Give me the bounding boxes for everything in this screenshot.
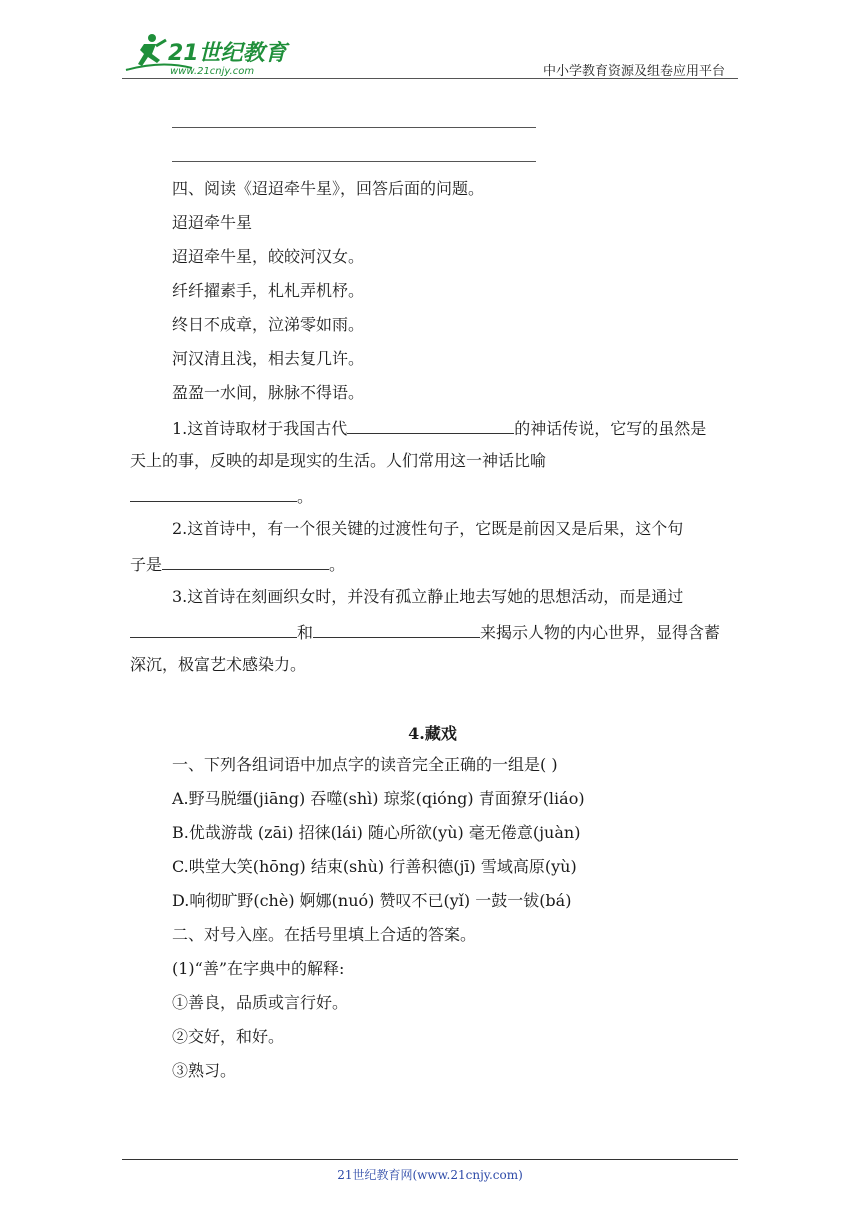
- q1-text-a: 1.这首诗取材于我国古代: [172, 419, 348, 438]
- q1-line3: [130, 485, 313, 507]
- q3-tail: 来揭示人物的内心世界，显得含蓄: [480, 623, 721, 642]
- option-a[interactable]: A.野马脱缰(jiāng) 吞噬(shì) 琼浆(qióng) 青面獠牙(liáo): [172, 789, 585, 808]
- question-2: 2.这首诗中，有一个很关键的过渡性句子，它既是前因又是后果，这个句: [172, 519, 684, 538]
- fill-blank[interactable]: [313, 621, 480, 638]
- footer-link[interactable]: 21世纪教育网(www.21cnjy.com): [337, 1168, 523, 1182]
- section-prompt: 四、阅读《迢迢牵牛星》，回答后面的问题。: [172, 179, 485, 198]
- footer-divider: [122, 1159, 738, 1160]
- answer-line[interactable]: [172, 161, 536, 162]
- option-d[interactable]: D.响彻旷野(chè) 婀娜(nuó) 赞叹不已(yǐ) 一鼓一钹(bá): [172, 891, 572, 910]
- poem-line: 迢迢牵牛星，皎皎河汉女。: [172, 247, 365, 266]
- logo: [122, 30, 292, 80]
- part2-prompt: 二、对号入座。在括号里填上合适的答案。: [172, 925, 477, 944]
- fill-blank[interactable]: [347, 417, 514, 434]
- poem-line: 终日不成章，泣涕零如雨。: [172, 315, 365, 334]
- poem-line: 河汉清且浅，相去复几许。: [172, 349, 365, 368]
- fill-blank[interactable]: [162, 553, 329, 570]
- poem-line: 盈盈一水间，脉脉不得语。: [172, 383, 365, 402]
- fill-blank[interactable]: [130, 621, 297, 638]
- poem-title: 迢迢牵牛星: [172, 213, 253, 232]
- q1-text-b: 的神话传说，它写的虽然是: [514, 419, 707, 438]
- definition: ③熟习。: [172, 1061, 237, 1080]
- header-divider: [122, 78, 738, 79]
- fill-blank[interactable]: [130, 485, 297, 502]
- option-c[interactable]: C.哄堂大笑(hōng) 结束(shù) 行善积德(jī) 雪域高原(yù): [172, 857, 577, 876]
- q1-end: 。: [297, 487, 314, 506]
- q2-line2: [130, 553, 345, 575]
- page-header: [0, 0, 860, 80]
- q2-text: 子是: [130, 555, 163, 574]
- logo-graphic: [122, 30, 292, 80]
- logo-text: 21世纪教育: [168, 41, 287, 66]
- q1-line2: 天上的事，反映的却是现实的生活。人们常用这一神话比喻: [130, 451, 547, 470]
- question-1: [172, 417, 706, 439]
- question-3: 3.这首诗在刻画织女时，并没有孤立静止地去写她的思想活动，而是通过: [172, 587, 684, 606]
- part2-sub: (1)“善”在字典中的解释:: [172, 959, 345, 978]
- q3-line2: [130, 621, 720, 643]
- poem-line: 纤纤擢素手，札札弄机杼。: [172, 281, 365, 300]
- logo-url: www.21cnjy.com: [170, 66, 255, 77]
- definition: ②交好，和好。: [172, 1027, 285, 1046]
- platform-label: 中小学教育资源及组卷应用平台: [542, 64, 725, 79]
- part1-prompt: 一、下列各组词语中加点字的读音完全正确的一组是( ): [172, 755, 558, 774]
- q3-line3: 深沉，极富艺术感染力。: [130, 655, 307, 674]
- lesson-title: 4.藏戏: [408, 724, 457, 743]
- q2-end: 。: [329, 555, 346, 574]
- q3-mid: 和: [297, 623, 314, 642]
- option-b[interactable]: B.优哉游哉 (zāi) 招徕(lái) 随心所欲(yù) 毫无倦意(juàn): [172, 823, 581, 842]
- definition: ①善良，品质或言行好。: [172, 993, 349, 1012]
- answer-line[interactable]: [172, 127, 536, 128]
